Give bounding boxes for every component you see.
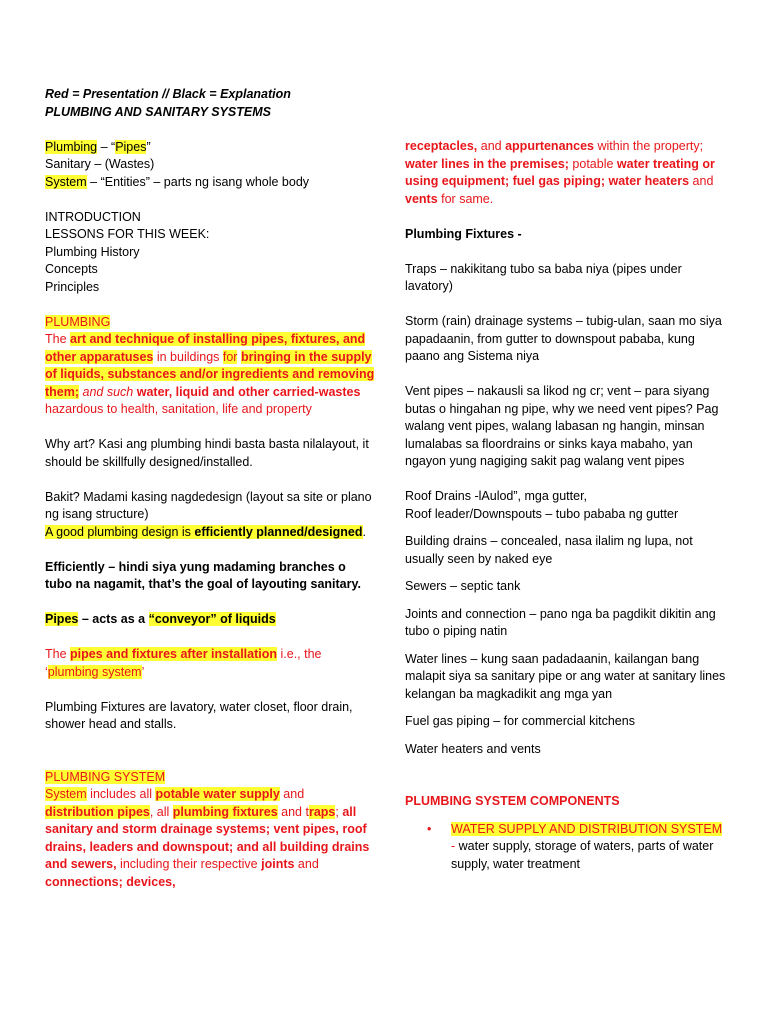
bakit-paragraph: Bakit? Madami kasing nagdedesign (layout sa site or plano ng isang structure) bbox=[45, 489, 372, 521]
lessons-heading: LESSONS FOR THIS WEEK: bbox=[45, 227, 210, 241]
fixtures-heading: Plumbing Fixtures - bbox=[405, 226, 522, 241]
plumbing-term: Plumbing – “Pipes” bbox=[45, 139, 151, 154]
component-title: WATER SUPPLY AND DISTRIBUTION SYSTEM bbox=[451, 821, 723, 836]
pipes-fixtures-line: The pipes and fixtures after installation i.e., the ‘plumbing system’ bbox=[45, 647, 322, 679]
fuel-gas-item: Fuel gas piping – for commercial kitchens bbox=[405, 714, 635, 728]
lesson-item: Concepts bbox=[45, 262, 98, 276]
pipes-conveyor-line: Pipes – acts as a “conveyor” of liquids bbox=[45, 612, 276, 626]
intro-heading: INTRODUCTION bbox=[45, 209, 141, 224]
storm-drainage-item: Storm (rain) drainage systems – tubig-ulan, saan mo siya papadaanin, from gutter to downspout pababa, kung paano ang Sistema niya bbox=[405, 314, 722, 363]
plumbing-word: Plumbing bbox=[45, 139, 98, 154]
lesson-item: Plumbing History bbox=[45, 244, 140, 259]
vent-pipes-item: Vent pipes – nakausli sa likod ng cr; vent – para siyang butas o hingahan ng pipe, why we need vent pipes? Pag walang vent pipes, walang labasan ng hangin, minsan lumalabas sa floordrains or sinks kaya mabaho, yan ngayon yung nagiging sakit pag walang vent pipes bbox=[405, 384, 719, 468]
bullet-icon: • bbox=[427, 821, 432, 836]
right-column bbox=[405, 138, 727, 873]
water-heaters-item: Water heaters and vents bbox=[405, 741, 541, 756]
page-title: PLUMBING AND SANITARY SYSTEMS bbox=[45, 104, 271, 119]
lesson-item: Principles bbox=[45, 279, 100, 294]
plumbing-system-definition: System includes all potable water supply and distribution pipes, all plumbing fixtures and traps; all sanitary and storm drainage systems; vent pipes, roof drains, leaders and downspout; and all building drains and sewers, including their respective joints and connections; devices, bbox=[45, 787, 370, 889]
pipes-word: Pipes bbox=[115, 139, 147, 154]
why-art-paragraph: Why art? Kasi ang plumbing hindi basta basta nilalayout, it should be skillfully designed/installed. bbox=[45, 437, 369, 469]
efficiently-paragraph: Efficiently – hindi siya yung madaming branches o tubo na nagamit, that’s the goal of layouting sanitary. bbox=[45, 559, 361, 591]
system-definition-continued: receptacles, and appurtenances within the property; water lines in the premises; potable water treating or using equipment; fuel gas piping; water heaters and vents for same. bbox=[405, 139, 715, 206]
roof-leader-item: Roof leader/Downspouts – tubo pababa ng gutter bbox=[405, 506, 679, 521]
component-list-item: • WATER SUPPLY AND DISTRIBUTION SYSTEM - water supply, storage of waters, parts of water supply, water treatment bbox=[427, 821, 727, 874]
plumbing-system-heading: PLUMBING SYSTEM bbox=[45, 769, 166, 784]
components-heading: PLUMBING SYSTEM COMPONENTS bbox=[405, 794, 620, 808]
component-description: water supply, storage of waters, parts of water supply, water treatment bbox=[451, 839, 714, 871]
roof-drains-item: Roof Drains -lAulod”, mga gutter, bbox=[405, 489, 588, 503]
good-design-line: A good plumbing design is efficiently planned/designed. bbox=[45, 524, 366, 539]
sewers-item: Sewers – septic tank bbox=[405, 579, 521, 593]
traps-item: Traps – nakikitang tubo sa baba niya (pipes under lavatory) bbox=[405, 261, 682, 293]
joints-item: Joints and connection – pano nga ba pagdikit dikitin ang tubo o piping natin bbox=[405, 606, 716, 638]
plumbing-heading: PLUMBING bbox=[45, 314, 111, 329]
water-lines-item: Water lines – kung saan padadaanin, kailangan bang malapit siya sa sanitary pipe or ang water at sanitary lines kelangan ba magkadikit ang mga yan bbox=[405, 651, 726, 701]
sanitary-term: Sanitary – (Wastes) bbox=[45, 157, 155, 171]
left-column bbox=[45, 86, 375, 891]
system-term: System – “Entities” – parts ng isang whole body bbox=[45, 174, 310, 189]
building-drains-item: Building drains – concealed, nasa ilalim ng lupa, not usually seen by naked eye bbox=[405, 534, 693, 566]
legend-line: Red = Presentation // Black = Explanation bbox=[45, 87, 291, 101]
fixtures-list-paragraph: Plumbing Fixtures are lavatory, water closet, floor drain, shower head and stalls. bbox=[45, 699, 353, 731]
plumbing-definition: The art and technique of installing pipes, fixtures, and other apparatuses in buildings for bringing in the supply of liquids, substances and/or ingredients and removing them; and such water, liquid and other carried-wastes hazardous to health, sanitation, life and property bbox=[45, 332, 375, 416]
system-word: System bbox=[45, 174, 87, 189]
